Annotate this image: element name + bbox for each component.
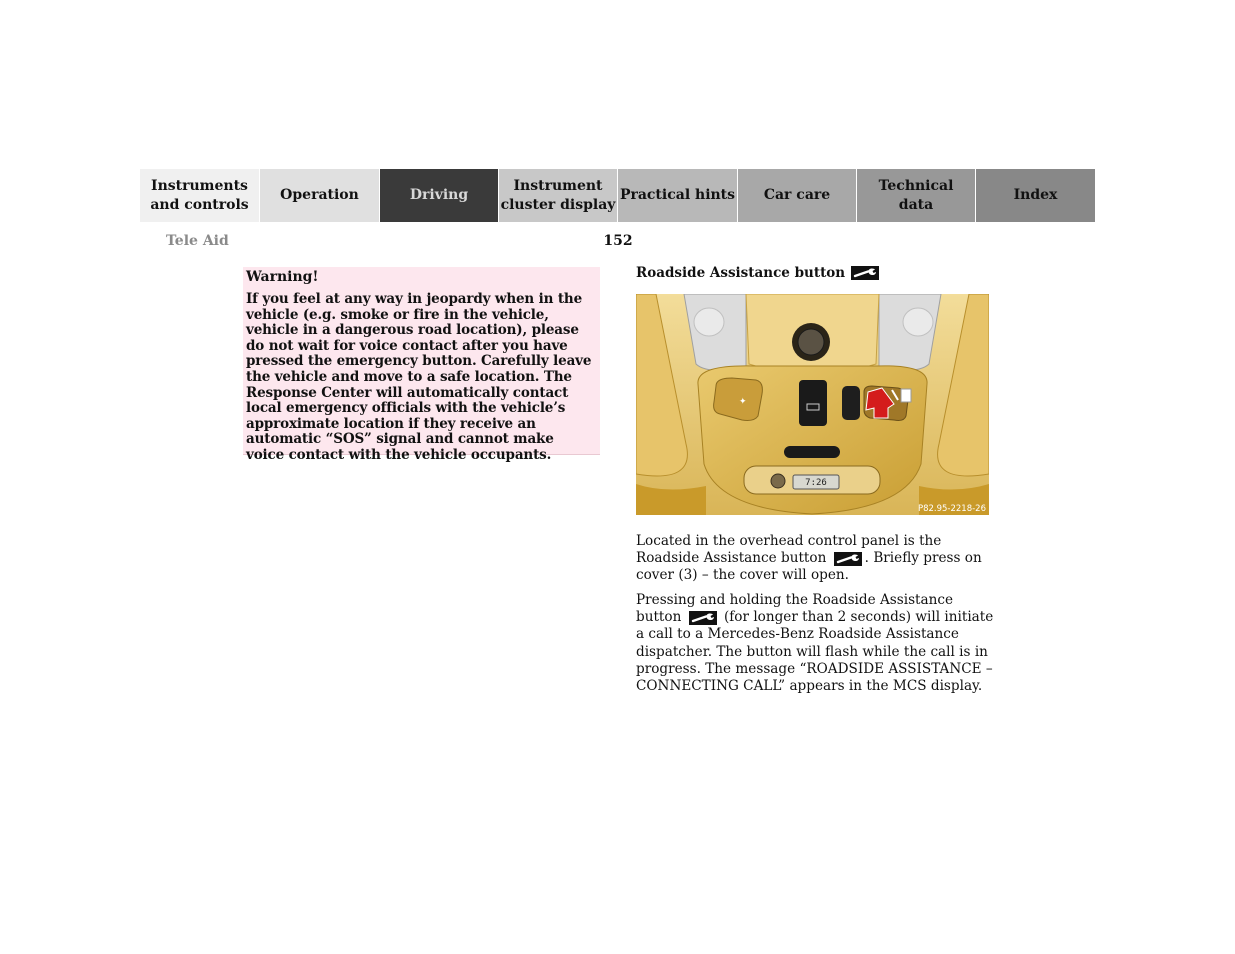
tab-instrument-cluster-display[interactable] bbox=[499, 169, 618, 222]
tab-driving[interactable] bbox=[380, 169, 499, 222]
wrench-icon bbox=[834, 552, 862, 566]
tab-label: Car care bbox=[763, 187, 831, 203]
warning-box bbox=[243, 267, 600, 463]
mcs-display-reading: 7:26 bbox=[805, 478, 827, 488]
para1-text-b: . Briefly press on cover (3) – the cover will open. bbox=[636, 550, 982, 584]
wrench-icon bbox=[689, 611, 717, 625]
tab-label: Instruments and controls bbox=[150, 177, 249, 213]
tab-index[interactable] bbox=[976, 169, 1095, 222]
para2-text-a: Pressing and holding the Roadside Assistance button bbox=[636, 592, 954, 626]
figure-label: P82.95-2218-26 bbox=[917, 504, 986, 514]
tab-technical-data[interactable] bbox=[857, 169, 976, 222]
chapter-nav bbox=[140, 169, 1095, 222]
tab-operation[interactable] bbox=[260, 169, 380, 222]
right-column bbox=[636, 264, 996, 282]
svg-text:✦: ✦ bbox=[739, 397, 747, 407]
wrench-icon bbox=[851, 266, 879, 280]
tab-label: Technical data bbox=[878, 177, 954, 213]
para2-text-b: (for longer than 2 seconds) will initiate a call to a Mercedes-Benz Roadside Assistance dispatcher. The button will flash while the call is in progress. The message “ROADSIDE ASSISTANCE – CONNECTING CALL” appears in the MCS display. bbox=[636, 609, 994, 695]
paragraph-located bbox=[636, 533, 998, 585]
overhead-panel-illustration bbox=[636, 294, 989, 515]
para1-text-a: Located in the overhead control panel is the Roadside Assistance button bbox=[636, 533, 942, 567]
tab-practical-hints[interactable] bbox=[618, 169, 738, 222]
tab-label: Operation bbox=[280, 187, 359, 203]
tab-label: Driving bbox=[409, 187, 469, 203]
page-number: 152 bbox=[603, 233, 633, 249]
warning-body: If you feel at any way in jeopardy when in the vehicle (e.g. smoke or fire in the vehicle, vehicle in a dangerous road location), please do not wait for voice contact after you have pressed the emergency button. Carefully leave the vehicle and move to a safe location. The Response Center will automatically contact local emergency officials with the vehicle’s approximate location if they receive an automatic “SOS” signal and cannot make voice contact with the vehicle occupants. bbox=[246, 291, 592, 463]
tab-label: Instrument cluster display bbox=[500, 177, 616, 213]
section-title: Tele Aid bbox=[166, 233, 229, 249]
overhead-panel-figure bbox=[636, 294, 989, 515]
tab-label: Index bbox=[1013, 187, 1058, 203]
tab-label: Practical hints bbox=[619, 187, 736, 203]
warning-title: Warning! bbox=[246, 269, 319, 285]
tab-car-care[interactable] bbox=[738, 169, 857, 222]
heading-text: Roadside Assistance button bbox=[636, 265, 846, 281]
tab-instruments-and-controls[interactable] bbox=[140, 169, 260, 222]
paragraph-pressing bbox=[636, 592, 998, 695]
section-heading bbox=[636, 264, 996, 282]
